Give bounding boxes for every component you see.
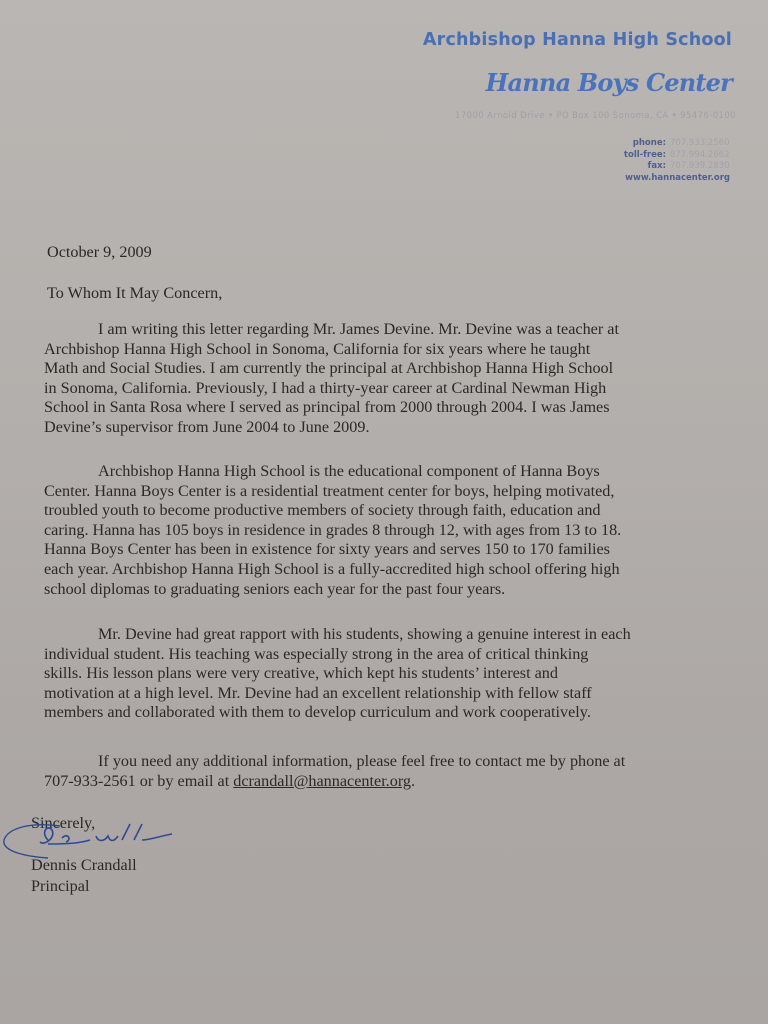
paragraph-line: motivation at a high level. Mr. Devine had an excellent relationship with fellow staff — [44, 683, 592, 702]
paragraph-line: School in Santa Rosa where I served as principal from 2000 through 2004. I was James — [44, 398, 610, 417]
contact-text-end: . — [411, 771, 416, 790]
contact-value: 877.994.2662 — [670, 149, 730, 160]
paragraph-line: I am writing this letter regarding Mr. James Devine. Mr. Devine was a teacher at — [98, 320, 619, 338]
letterhead-address: 17000 Arnold Drive • PO Box 100 Sonoma, CA • 95476-0100 — [455, 111, 736, 121]
paragraph-line: Devine’s supervisor from June 2004 to June 2009. — [44, 417, 370, 436]
letterhead-website: www.hannacenter.org — [625, 172, 730, 183]
contact-text: 707-933-2561 or by email at — [44, 771, 234, 790]
paragraph-contact — [44, 752, 744, 791]
email-link[interactable]: dcrandall@hannacenter.org — [233, 771, 412, 790]
paragraph-line: school diplomas to graduating seniors each year for the past four years. — [44, 579, 506, 598]
signer-name: Dennis Crandall — [31, 856, 137, 874]
paragraph-school-description — [44, 462, 744, 599]
letter-closing: Sincerely, — [31, 814, 96, 832]
contact-value: 707.933.2560 — [670, 138, 730, 148]
paragraph-line: Archbishop Hanna High School is the educational component of Hanna Boys — [98, 462, 600, 480]
contact-label: phone: — [632, 138, 666, 148]
paragraph-line: skills. His lesson plans were very creative, which kept his students’ interest and — [44, 664, 558, 683]
paragraph-line: Mr. Devine had great rapport with his students, showing a genuine interest in each — [98, 625, 631, 643]
paragraph-line: in Sonoma, California. Previously, I had a thirty-year career at Cardinal Newman High — [44, 378, 607, 397]
paragraph-line: caring. Hanna has 105 boys in residence in grades 8 through 12, with ages from 13 to 18. — [44, 520, 622, 539]
letterhead-school-name: Archbishop Hanna High School — [422, 30, 732, 50]
paragraph-line: Archbishop Hanna High School in Sonoma, California for six years where he taught — [44, 339, 591, 358]
contact-toll-free — [624, 150, 740, 162]
contact-label: toll-free: — [623, 149, 666, 160]
contact-phone — [624, 138, 740, 150]
contact-fax — [624, 161, 740, 173]
letter-salutation: To Whom It May Concern, — [47, 284, 223, 302]
contact-value: 707.939.2830 — [670, 161, 730, 171]
letterhead-contact-block — [624, 138, 740, 184]
contact-label: fax: — [647, 161, 666, 171]
paragraph-recommendation — [44, 625, 744, 723]
paragraph-line: each year. Archbishop Hanna High School is a fully-accredited high school offering high — [44, 559, 620, 578]
paragraph-line: individual student. His teaching was especially strong in the area of critical thinking — [44, 644, 589, 663]
paragraph-line: troubled youth to become productive members of society through faith, education and — [44, 501, 601, 520]
paragraph-line: Hanna Boys Center has been in existence for sixty years and serves 150 to 170 families — [44, 540, 610, 559]
paragraph-introduction — [44, 320, 744, 438]
paragraph-line — [44, 772, 744, 792]
paragraph-line: Math and Social Studies. I am currently the principal at Archbishop Hanna High School — [44, 359, 614, 378]
signer-title: Principal — [31, 877, 90, 895]
letter-date: October 9, 2009 — [47, 243, 152, 261]
paragraph-line: If you need any additional information, please feel free to contact me by phone at — [98, 752, 626, 770]
paragraph-line: members and collaborated with them to develop curriculum and work cooperatively. — [44, 703, 591, 722]
paragraph-line: Center. Hanna Boys Center is a residential treatment center for boys, helping motivated, — [44, 481, 615, 500]
letterhead-logo: Hanna Boys Center — [485, 68, 732, 97]
